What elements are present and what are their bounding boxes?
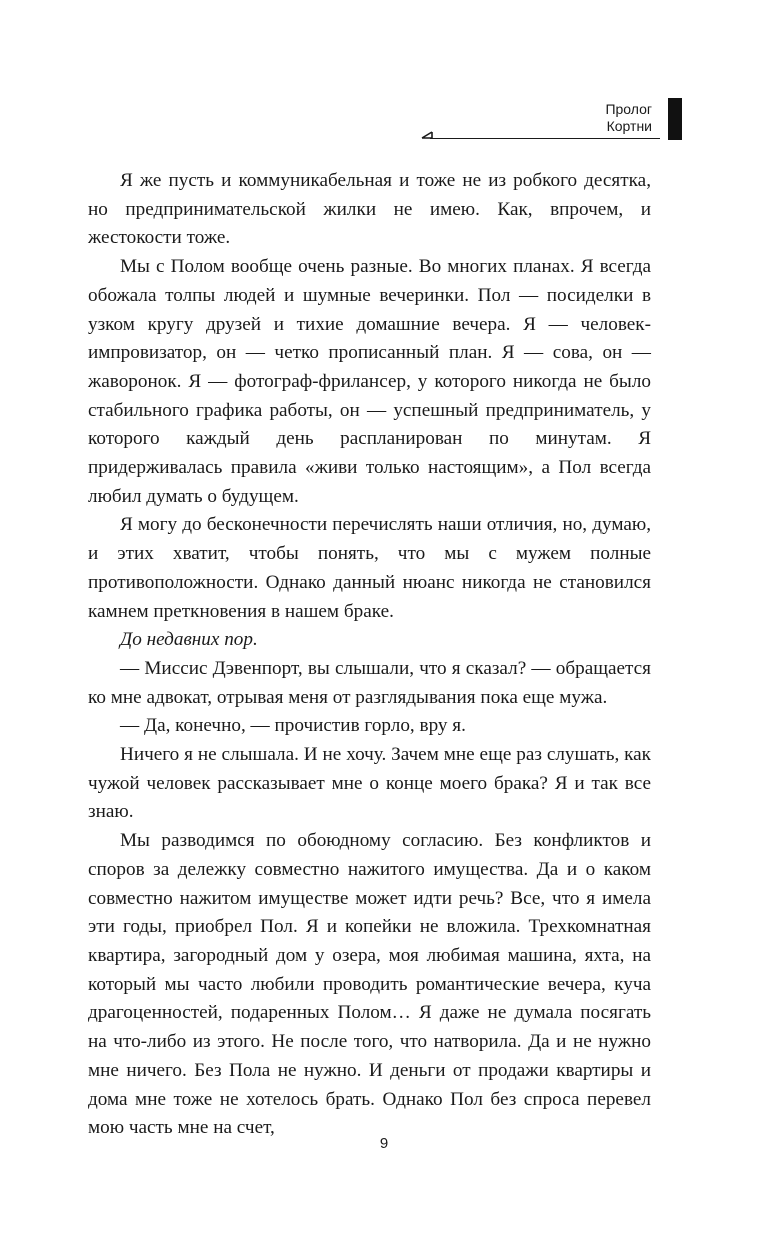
paragraph: Мы разводимся по обоюдному согласию. Без конфликтов и споров за дележку совместно нажитого имущества. Да и о каком совместно нажитом имуществе может идти речь? Все, что я имела эти годы, приобрел Пол. Я и копейки не вложила. Трехкомнатная квартира, загородный дом у озера, моя любимая машина, яхта, на который мы часто любили проводить романтические вечера, куча драгоценностей, подаренных Полом… Я даже не думала посягать на что-либо из этого. Не после того, что натворила. Да и не нужно мне ничего. Без Пола не нужно. И деньги от продажи квартиры и дома мне тоже не хотелось брать. Однако Пол без спроса перевел мою часть мне на счет, xyxy=(88,830,651,1139)
arrow-left-icon xyxy=(420,129,438,147)
header-rule xyxy=(430,138,660,139)
page-number: 9 xyxy=(379,1135,389,1152)
running-header xyxy=(420,98,682,142)
header-chapter-title: Кортни xyxy=(606,118,652,134)
paragraph: Мы с Полом вообще очень разные. Во многих планах. Я всегда обожала толпы людей и шумные вечеринки. Пол — посиделки в узком кругу друзей и тихие домашние вечера. Я — человек-импровизатор, он — четко прописанный план. Я — сова, он — жаворонок. Я — фотограф-фрилансер, у которого никогда не было стабильного графика работы, он — успешный предприниматель, у которого каждый день распланирован по минутам. Я придерживалась правила «живи только настоящим», а Пол всегда любил думать о будущем. xyxy=(88,256,651,507)
paragraph-italic: До недавних пор. xyxy=(120,629,258,651)
paragraph: Ничего я не слышала. И не хочу. Зачем мне еще раз слушать, как чужой человек рассказывает мне о конце моего брака? Я и так все знаю. xyxy=(88,744,651,823)
header-part-title: Пролог xyxy=(605,101,652,117)
header-bar-mark xyxy=(668,98,682,140)
paragraph: Я же пусть и коммуникабельная и тоже не из робкого десятка, но предпринимательской жилки не имею. Как, впрочем, и жестокости тоже. xyxy=(88,170,651,249)
paragraph: — Миссис Дэвенпорт, вы слышали, что я сказал? — обращается ко мне адвокат, отрывая меня от разглядывания пока еще мужа. xyxy=(88,657,651,708)
paragraph: Я могу до бесконечности перечислять наши отличия, но, думаю, и этих хватит, чтобы понять, что мы с мужем полные противоположности. Однако данный нюанс никогда не становился камнем преткновения в нашем браке. xyxy=(88,514,651,622)
page-body xyxy=(88,167,651,1143)
paragraph: — Да, конечно, — прочистив горло, вру я. xyxy=(120,715,466,737)
